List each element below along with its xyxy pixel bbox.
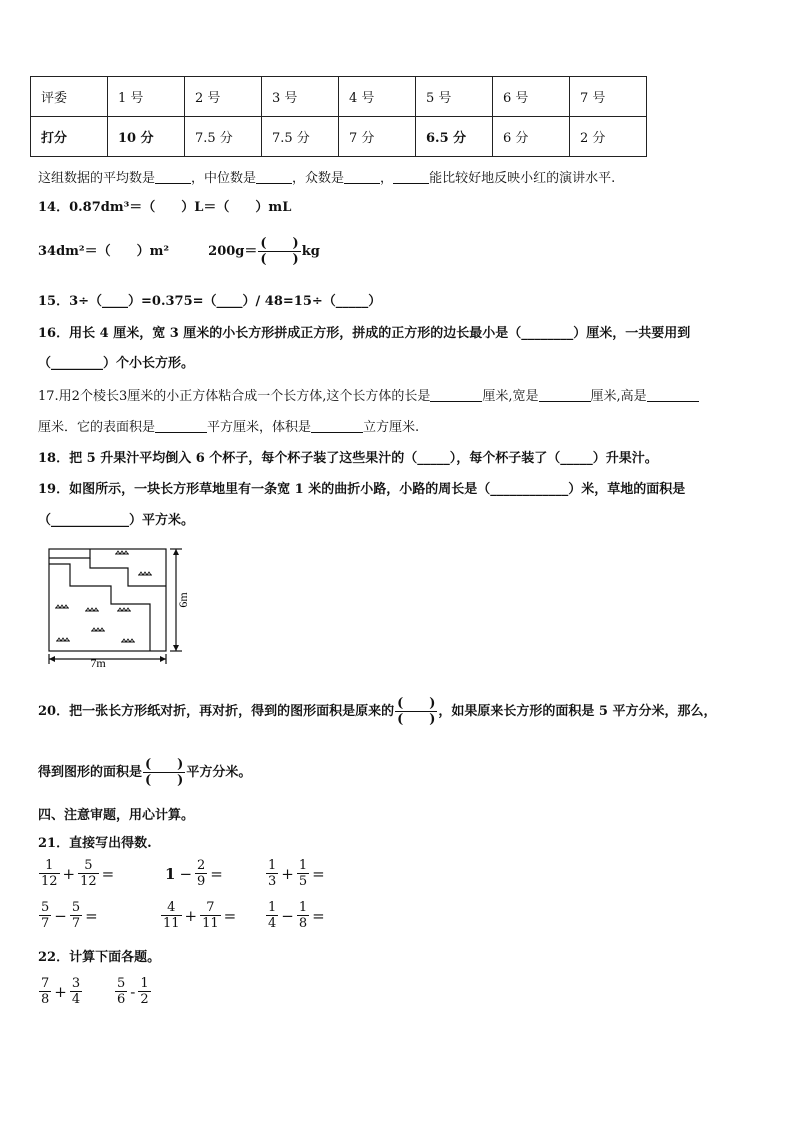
question-17-line2 — [38, 419, 419, 436]
calc-item — [38, 976, 83, 1007]
table-cell: 打分 — [31, 117, 108, 157]
answer-blank[interactable] — [311, 419, 363, 433]
answer-blank[interactable] — [344, 170, 380, 184]
equals-sign: = — [85, 906, 98, 925]
calc-item — [114, 976, 152, 1007]
operator: - — [130, 982, 136, 1001]
numerator: 5 — [71, 900, 81, 915]
operator: + — [281, 864, 294, 883]
answer-blank[interactable] — [539, 388, 591, 402]
question-20-line1 — [38, 696, 717, 727]
numerator: 1 — [268, 900, 277, 915]
answer-blank[interactable] — [256, 170, 292, 184]
calc-item — [265, 858, 327, 889]
arrow-icon — [49, 656, 55, 662]
table-cell: 2 号 — [185, 77, 262, 117]
q13-part-e: 能比较好地反映小红的演讲水平. — [429, 171, 616, 186]
numerator: 7 — [206, 900, 215, 915]
table-cell: 5 号 — [416, 77, 493, 117]
equals-sign: = — [101, 864, 115, 883]
q13-part-a: 这组数据的平均数是 — [38, 171, 156, 186]
fraction-numerator: ( ) — [145, 757, 184, 772]
operator: − — [54, 906, 67, 925]
question-15-text: 15．3÷（____）=0.375=（____）/ 48=15÷（_____） — [38, 294, 382, 309]
denominator: 12 — [80, 874, 97, 889]
table-cell: 评委 — [31, 77, 108, 117]
q20-part-c: 得到图形的面积是 — [38, 765, 143, 780]
question-16-line2: （________）个小长方形。 — [38, 356, 195, 371]
denominator: 11 — [202, 916, 219, 931]
numerator: 1 — [268, 858, 277, 873]
lawn-path-figure — [40, 540, 190, 670]
table-cell: 2 分 — [570, 117, 647, 157]
table-cell: 6 号 — [493, 77, 570, 117]
table-cell: 3 号 — [262, 77, 339, 117]
numerator: 3 — [71, 976, 81, 991]
fraction-blank[interactable] — [395, 696, 437, 727]
question-20-line2 — [38, 757, 251, 788]
numerator: 1 — [140, 976, 149, 991]
calc-item — [265, 900, 327, 931]
numerator: 2 — [197, 858, 206, 873]
path-edge-right — [90, 558, 166, 586]
denominator: 12 — [41, 874, 58, 889]
q17-part-a: 17.用2个棱长3厘米的小正方体粘合成一个长方体,这个长方体的长是 — [38, 389, 431, 404]
denominator: 9 — [197, 874, 206, 889]
q20-part-b: ，如果原来长方形的面积是 5 平方分米，那么， — [438, 704, 717, 719]
grass-icon — [55, 605, 69, 608]
q17-part-b: 厘米,宽是 — [482, 389, 539, 404]
denominator: 2 — [140, 992, 149, 1007]
grass-icon — [117, 608, 131, 611]
table-cell: 10 分 — [108, 117, 185, 157]
grass-icon — [85, 608, 99, 611]
fraction-denominator: ( ) — [260, 252, 299, 267]
table-cell: 7 号 — [570, 77, 647, 117]
question-14-line2 — [38, 236, 320, 267]
fraction-numerator: ( ) — [397, 696, 436, 711]
q13-part-d: ， — [380, 171, 394, 186]
q13-part-b: ，中位数是 — [191, 171, 257, 186]
answer-blank[interactable] — [393, 170, 429, 184]
question-14-line1: 14．0.87dm³＝（ ）L＝（ ）mL — [38, 200, 292, 215]
arrow-icon — [173, 549, 179, 555]
numerator: 5 — [84, 858, 93, 873]
calc-item — [163, 858, 225, 889]
q14-part-c: kg — [301, 244, 320, 259]
calc-item — [160, 900, 238, 931]
table-row — [31, 117, 647, 157]
question-19-line1: 19．如图所示，一块长方形草地里有一条宽 1 米的曲折小路，小路的周长是（____________）米，草地的面积是 — [38, 482, 686, 497]
path-edge-top — [49, 549, 90, 558]
answer-blank[interactable] — [647, 388, 699, 402]
denominator: 4 — [268, 916, 277, 931]
equals-sign: = — [223, 906, 237, 925]
fraction-denominator: ( ) — [145, 773, 184, 788]
width-label: 7m — [90, 656, 106, 670]
denominator: 7 — [41, 916, 50, 931]
numerator: 1 — [45, 858, 54, 873]
answer-blank[interactable] — [155, 419, 207, 433]
grass-icon — [138, 572, 152, 575]
q20-part-d: 平方分米。 — [186, 765, 252, 780]
section-4-title: 四、注意审题，用心计算。 — [38, 808, 195, 823]
q17-part-f: 立方厘米. — [363, 420, 420, 435]
operator: + — [62, 864, 76, 883]
table-cell: 6 分 — [493, 117, 570, 157]
numerator: 7 — [41, 976, 50, 991]
operator: − — [179, 864, 193, 883]
numerator: 1 — [298, 858, 308, 873]
answer-blank[interactable] — [155, 170, 191, 184]
question-18-text: 18．把 5 升果汁平均倒入 6 个杯子，每个杯子装了这些果汁的（_____），每个杯子装了（_____）升果汁。 — [38, 451, 658, 466]
fraction-denominator: ( ) — [397, 712, 436, 727]
q17-part-e: 平方厘米，体积是 — [207, 420, 312, 435]
q17-part-c: 厘米,高是 — [590, 389, 647, 404]
question-13-text — [38, 170, 615, 187]
calc-item — [38, 858, 116, 889]
q20-part-a: 20．把一张长方形纸对折，再对折，得到的图形面积是原来的 — [38, 704, 395, 719]
denominator: 5 — [298, 874, 308, 889]
numerator: 4 — [167, 900, 176, 915]
equals-sign: = — [312, 906, 325, 925]
arrow-icon — [160, 656, 166, 662]
grass-icon — [121, 639, 135, 642]
operator: + — [184, 906, 198, 925]
question-21-title: 21．直接写出得数. — [38, 836, 152, 851]
denominator: 3 — [268, 874, 277, 889]
denominator: 8 — [41, 992, 50, 1007]
grass-icon — [56, 638, 70, 641]
score-table — [30, 76, 647, 157]
denominator: 6 — [117, 992, 126, 1007]
denominator: 11 — [163, 916, 180, 931]
whole-number: 1 — [165, 864, 176, 883]
q14-part-a: 34dm²＝（ ）m² — [38, 244, 170, 259]
equals-sign: = — [312, 864, 325, 883]
table-cell: 7 分 — [339, 117, 416, 157]
table-cell: 4 号 — [339, 77, 416, 117]
grass-icon — [115, 551, 129, 554]
calc-item — [38, 900, 100, 931]
denominator: 7 — [71, 916, 81, 931]
operator: + — [54, 982, 67, 1001]
table-cell: 7.5 分 — [262, 117, 339, 157]
denominator: 8 — [298, 916, 308, 931]
numerator: 5 — [41, 900, 50, 915]
fraction-blank[interactable] — [143, 757, 185, 788]
fraction-numerator: ( ) — [260, 236, 299, 251]
table-cell: 6.5 分 — [416, 117, 493, 157]
arrow-icon — [173, 645, 179, 651]
question-22-title: 22．计算下面各题。 — [38, 950, 161, 965]
q17-part-d: 厘米．它的表面积是 — [38, 420, 156, 435]
numerator: 5 — [117, 976, 126, 991]
height-label: 6m — [176, 592, 190, 608]
table-header-row — [31, 77, 647, 117]
table-cell: 7.5 分 — [185, 117, 262, 157]
q13-part-c: ，众数是 — [292, 171, 345, 186]
numerator: 1 — [298, 900, 308, 915]
question-17-line1 — [38, 388, 699, 405]
operator: − — [281, 906, 294, 925]
table-cell: 1 号 — [108, 77, 185, 117]
denominator: 4 — [71, 992, 81, 1007]
question-19-line2: （____________）平方米。 — [38, 513, 195, 528]
fraction-blank[interactable] — [258, 236, 300, 267]
grass-icon — [91, 628, 105, 631]
equals-sign: = — [210, 864, 223, 883]
q14-part-b: 200g＝ — [208, 244, 258, 259]
answer-blank[interactable] — [430, 388, 482, 402]
question-16-line1: 16．用长 4 厘米，宽 3 厘米的小长方形拼成正方形，拼成的正方形的边长最小是（________）厘米，一共要用到 — [38, 326, 691, 341]
